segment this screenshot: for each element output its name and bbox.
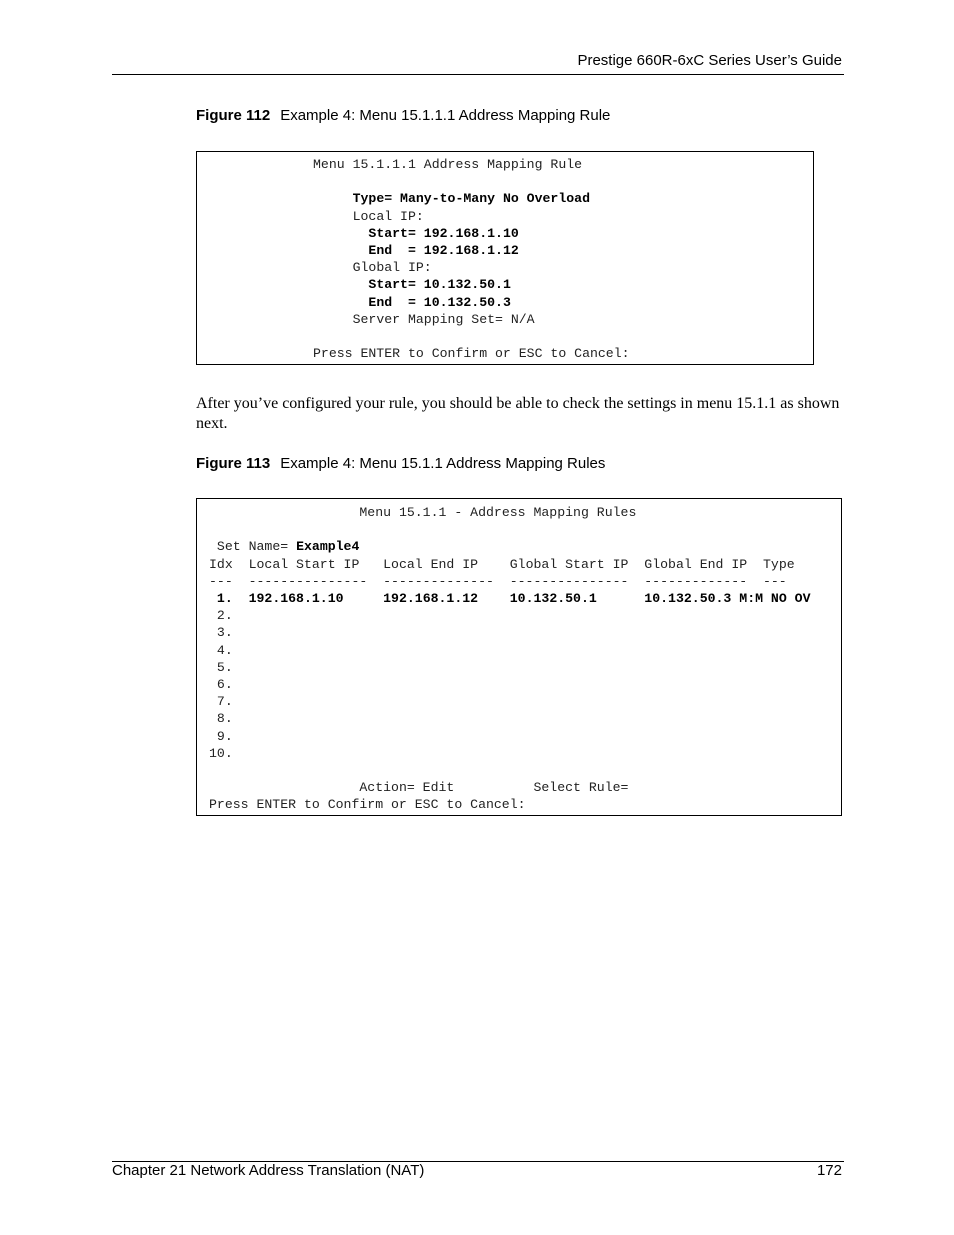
local-end: End = 192.168.1.12 bbox=[368, 243, 519, 259]
col-global-end: Global End IP bbox=[644, 556, 748, 572]
table-row: 6. bbox=[216, 677, 233, 693]
select-rule-field: Select Rule= bbox=[533, 780, 629, 796]
local-ip-label: Local IP: bbox=[352, 208, 424, 224]
table-row bbox=[209, 591, 811, 606]
confirm-prompt: Press ENTER to Confirm or ESC to Cancel: bbox=[209, 797, 526, 813]
row-idx: 1. bbox=[216, 591, 233, 607]
row-global-start: 10.132.50.1 bbox=[509, 591, 597, 607]
figure-113-label: Figure 113 bbox=[196, 455, 271, 472]
global-ip-label: Global IP: bbox=[352, 260, 432, 276]
footer-chapter: Chapter 21 Network Address Translation (NAT) bbox=[112, 1162, 425, 1179]
col-global-start: Global Start IP bbox=[509, 556, 629, 572]
set-name-value: Example4 bbox=[296, 539, 360, 555]
figure-112-label: Figure 112 bbox=[196, 107, 271, 124]
table-row: 5. bbox=[216, 659, 233, 675]
figure-113-caption-text: Example 4: Menu 15.1.1 Address Mapping Rules bbox=[280, 455, 606, 472]
table-row: 3. bbox=[216, 625, 233, 641]
row-local-end: 192.168.1.12 bbox=[383, 591, 479, 607]
table-row: 4. bbox=[216, 642, 233, 658]
col-idx: Idx bbox=[209, 556, 233, 572]
server-mapping: Server Mapping Set= N/A bbox=[352, 311, 535, 327]
row-global-end: 10.132.50.3 bbox=[644, 591, 732, 607]
table-row: 9. bbox=[216, 728, 233, 744]
page-number: 172 bbox=[816, 1162, 842, 1179]
confirm-prompt: Press ENTER to Confirm or ESC to Cancel: bbox=[313, 346, 630, 362]
table-row: 8. bbox=[216, 711, 233, 727]
row-type: M:M NO OV bbox=[739, 591, 811, 607]
figure-113-caption bbox=[196, 455, 605, 472]
column-separator: --- --------------- -------------- --------------- ------------- --- bbox=[209, 573, 787, 589]
local-start: Start= 192.168.1.10 bbox=[368, 225, 519, 241]
global-end: End = 10.132.50.3 bbox=[368, 294, 511, 310]
table-row: 10. bbox=[209, 745, 233, 761]
col-type: Type bbox=[763, 556, 795, 572]
menu-title: Menu 15.1.1 - Address Mapping Rules bbox=[359, 505, 637, 520]
figure-112-caption bbox=[196, 107, 610, 124]
row-local-start: 192.168.1.10 bbox=[248, 591, 344, 607]
figure-112-caption-text: Example 4: Menu 15.1.1.1 Address Mapping Rule bbox=[280, 107, 611, 124]
figure-113-terminal-screen bbox=[196, 498, 842, 816]
col-local-end: Local End IP bbox=[383, 556, 479, 572]
set-name-label: Set Name= bbox=[216, 539, 289, 555]
table-row: 2. bbox=[216, 608, 233, 624]
column-header bbox=[209, 557, 795, 572]
menu-title: Menu 15.1.1.1 Address Mapping Rule bbox=[313, 157, 583, 172]
type-line: Type= Many-to-Many No Overload bbox=[352, 191, 590, 207]
header-rule bbox=[112, 74, 844, 75]
body-paragraph: After you’ve configured your rule, you should be able to check the settings in menu 15.1.1 as shown next. bbox=[196, 395, 840, 432]
col-local-start: Local Start IP bbox=[248, 556, 360, 572]
table-row: 7. bbox=[216, 694, 233, 710]
figure-112-terminal-screen bbox=[196, 151, 814, 365]
action-field: Action= Edit bbox=[359, 780, 455, 796]
running-header: Prestige 660R-6xC Series User’s Guide bbox=[577, 52, 842, 69]
global-start: Start= 10.132.50.1 bbox=[368, 277, 511, 293]
